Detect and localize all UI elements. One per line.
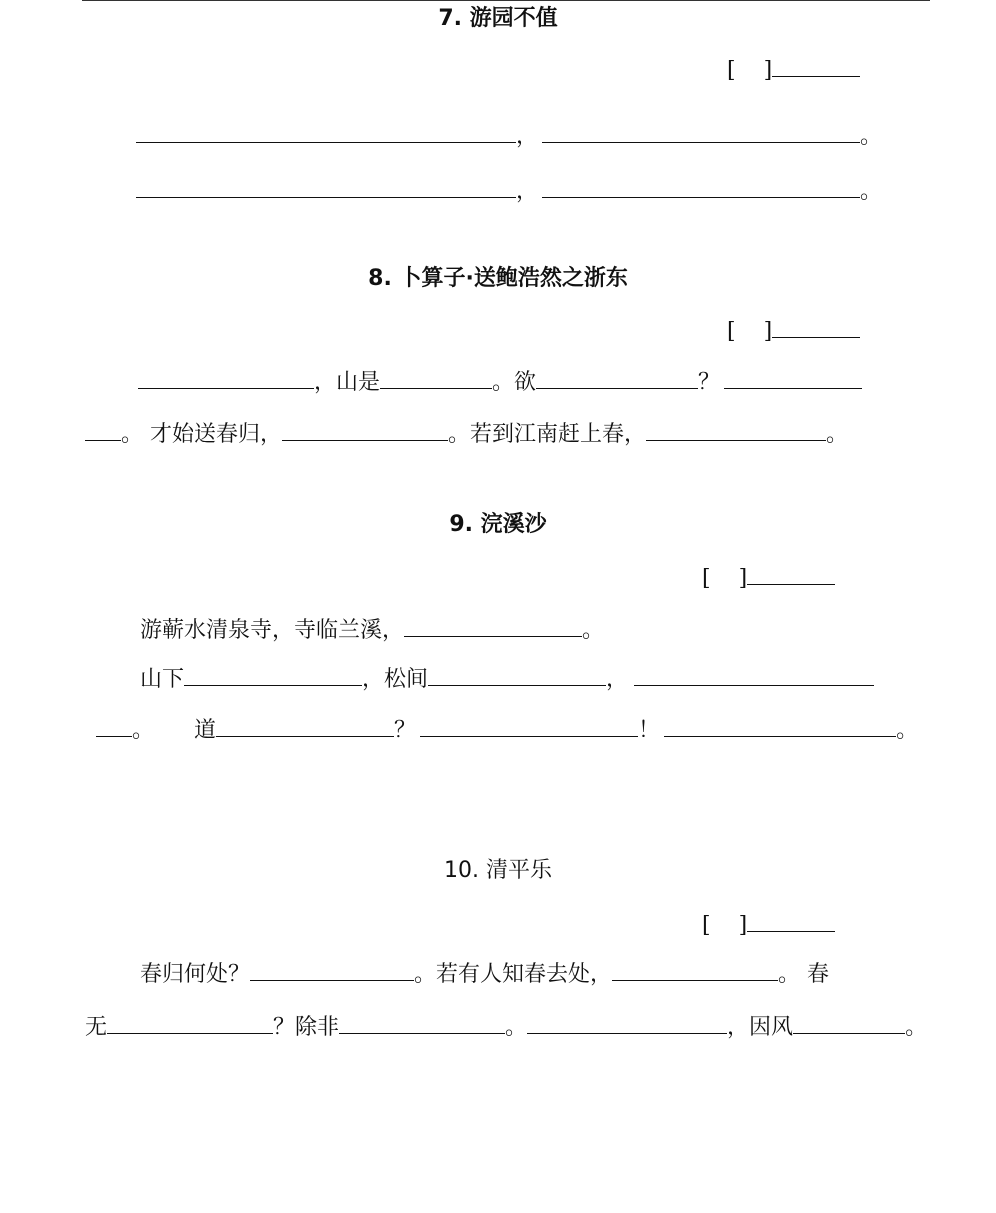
fill-blank[interactable]	[96, 714, 132, 737]
fill-blank[interactable]	[542, 120, 860, 143]
fill-blank[interactable]	[646, 418, 826, 441]
author-blank[interactable]	[772, 315, 860, 338]
poem-title-7: 7. 游园不值	[438, 6, 558, 31]
fill-blank[interactable]	[724, 366, 862, 389]
poem-title-8: 8. 卜算子·送鲍浩然之浙东	[368, 266, 628, 291]
fill-blank[interactable]	[404, 614, 582, 637]
fill-blank[interactable]	[634, 663, 874, 686]
poem-line: 山下 ，松间 ，	[140, 663, 874, 693]
fill-blank[interactable]	[138, 366, 314, 389]
bracket-close: ]	[763, 319, 773, 344]
fill-blank[interactable]	[136, 120, 516, 143]
bracket-open: [	[702, 566, 711, 591]
author-blank[interactable]	[747, 562, 835, 585]
author-blank[interactable]	[747, 909, 835, 932]
poem-line: 。 道 ？ ！ 。	[96, 714, 918, 744]
fill-blank[interactable]	[184, 663, 362, 686]
fill-blank[interactable]	[216, 714, 394, 737]
fill-blank[interactable]	[107, 1011, 273, 1034]
fill-blank[interactable]	[339, 1011, 505, 1034]
fill-blank[interactable]	[793, 1011, 905, 1034]
fill-blank[interactable]	[612, 958, 778, 981]
poem-line: 。 才始送春归， 。若到江南赶上春， 。	[85, 418, 848, 448]
fill-blank[interactable]	[527, 1011, 727, 1034]
fill-blank[interactable]	[380, 366, 492, 389]
bracket-close: ]	[763, 58, 773, 83]
fill-blank[interactable]	[420, 714, 638, 737]
fill-blank[interactable]	[536, 366, 698, 389]
poem-title-10: 10. 清平乐	[444, 858, 552, 883]
fill-blank[interactable]	[85, 418, 121, 441]
author-bracket-7	[727, 54, 860, 86]
fill-blank[interactable]	[282, 418, 448, 441]
fill-blank[interactable]	[542, 175, 860, 198]
poem-line: 无 ？除非 。 ，因风 。	[85, 1011, 927, 1041]
bracket-close: ]	[738, 566, 748, 591]
poem-title-9: 9. 浣溪沙	[449, 512, 547, 537]
poem-line: ， 。	[136, 120, 882, 150]
bracket-open: [	[727, 319, 736, 344]
author-blank[interactable]	[772, 54, 860, 77]
poem-line: ， 。	[136, 175, 882, 205]
poem-line: 游蕲水清泉寺，寺临兰溪， 。	[140, 614, 604, 644]
bracket-open: [	[727, 58, 736, 83]
poem-line: 春归何处？ 。若有人知春去处， 。 春	[140, 958, 829, 988]
poem-line: ，山是 。欲 ？	[138, 366, 862, 396]
bracket-close: ]	[738, 913, 748, 938]
fill-blank[interactable]	[250, 958, 414, 981]
author-bracket-8	[727, 315, 860, 347]
top-rule	[82, 0, 930, 1]
fill-blank[interactable]	[664, 714, 896, 737]
fill-blank[interactable]	[428, 663, 606, 686]
bracket-open: [	[702, 913, 711, 938]
author-bracket-10	[702, 909, 835, 941]
fill-blank[interactable]	[136, 175, 516, 198]
author-bracket-9	[702, 562, 835, 594]
